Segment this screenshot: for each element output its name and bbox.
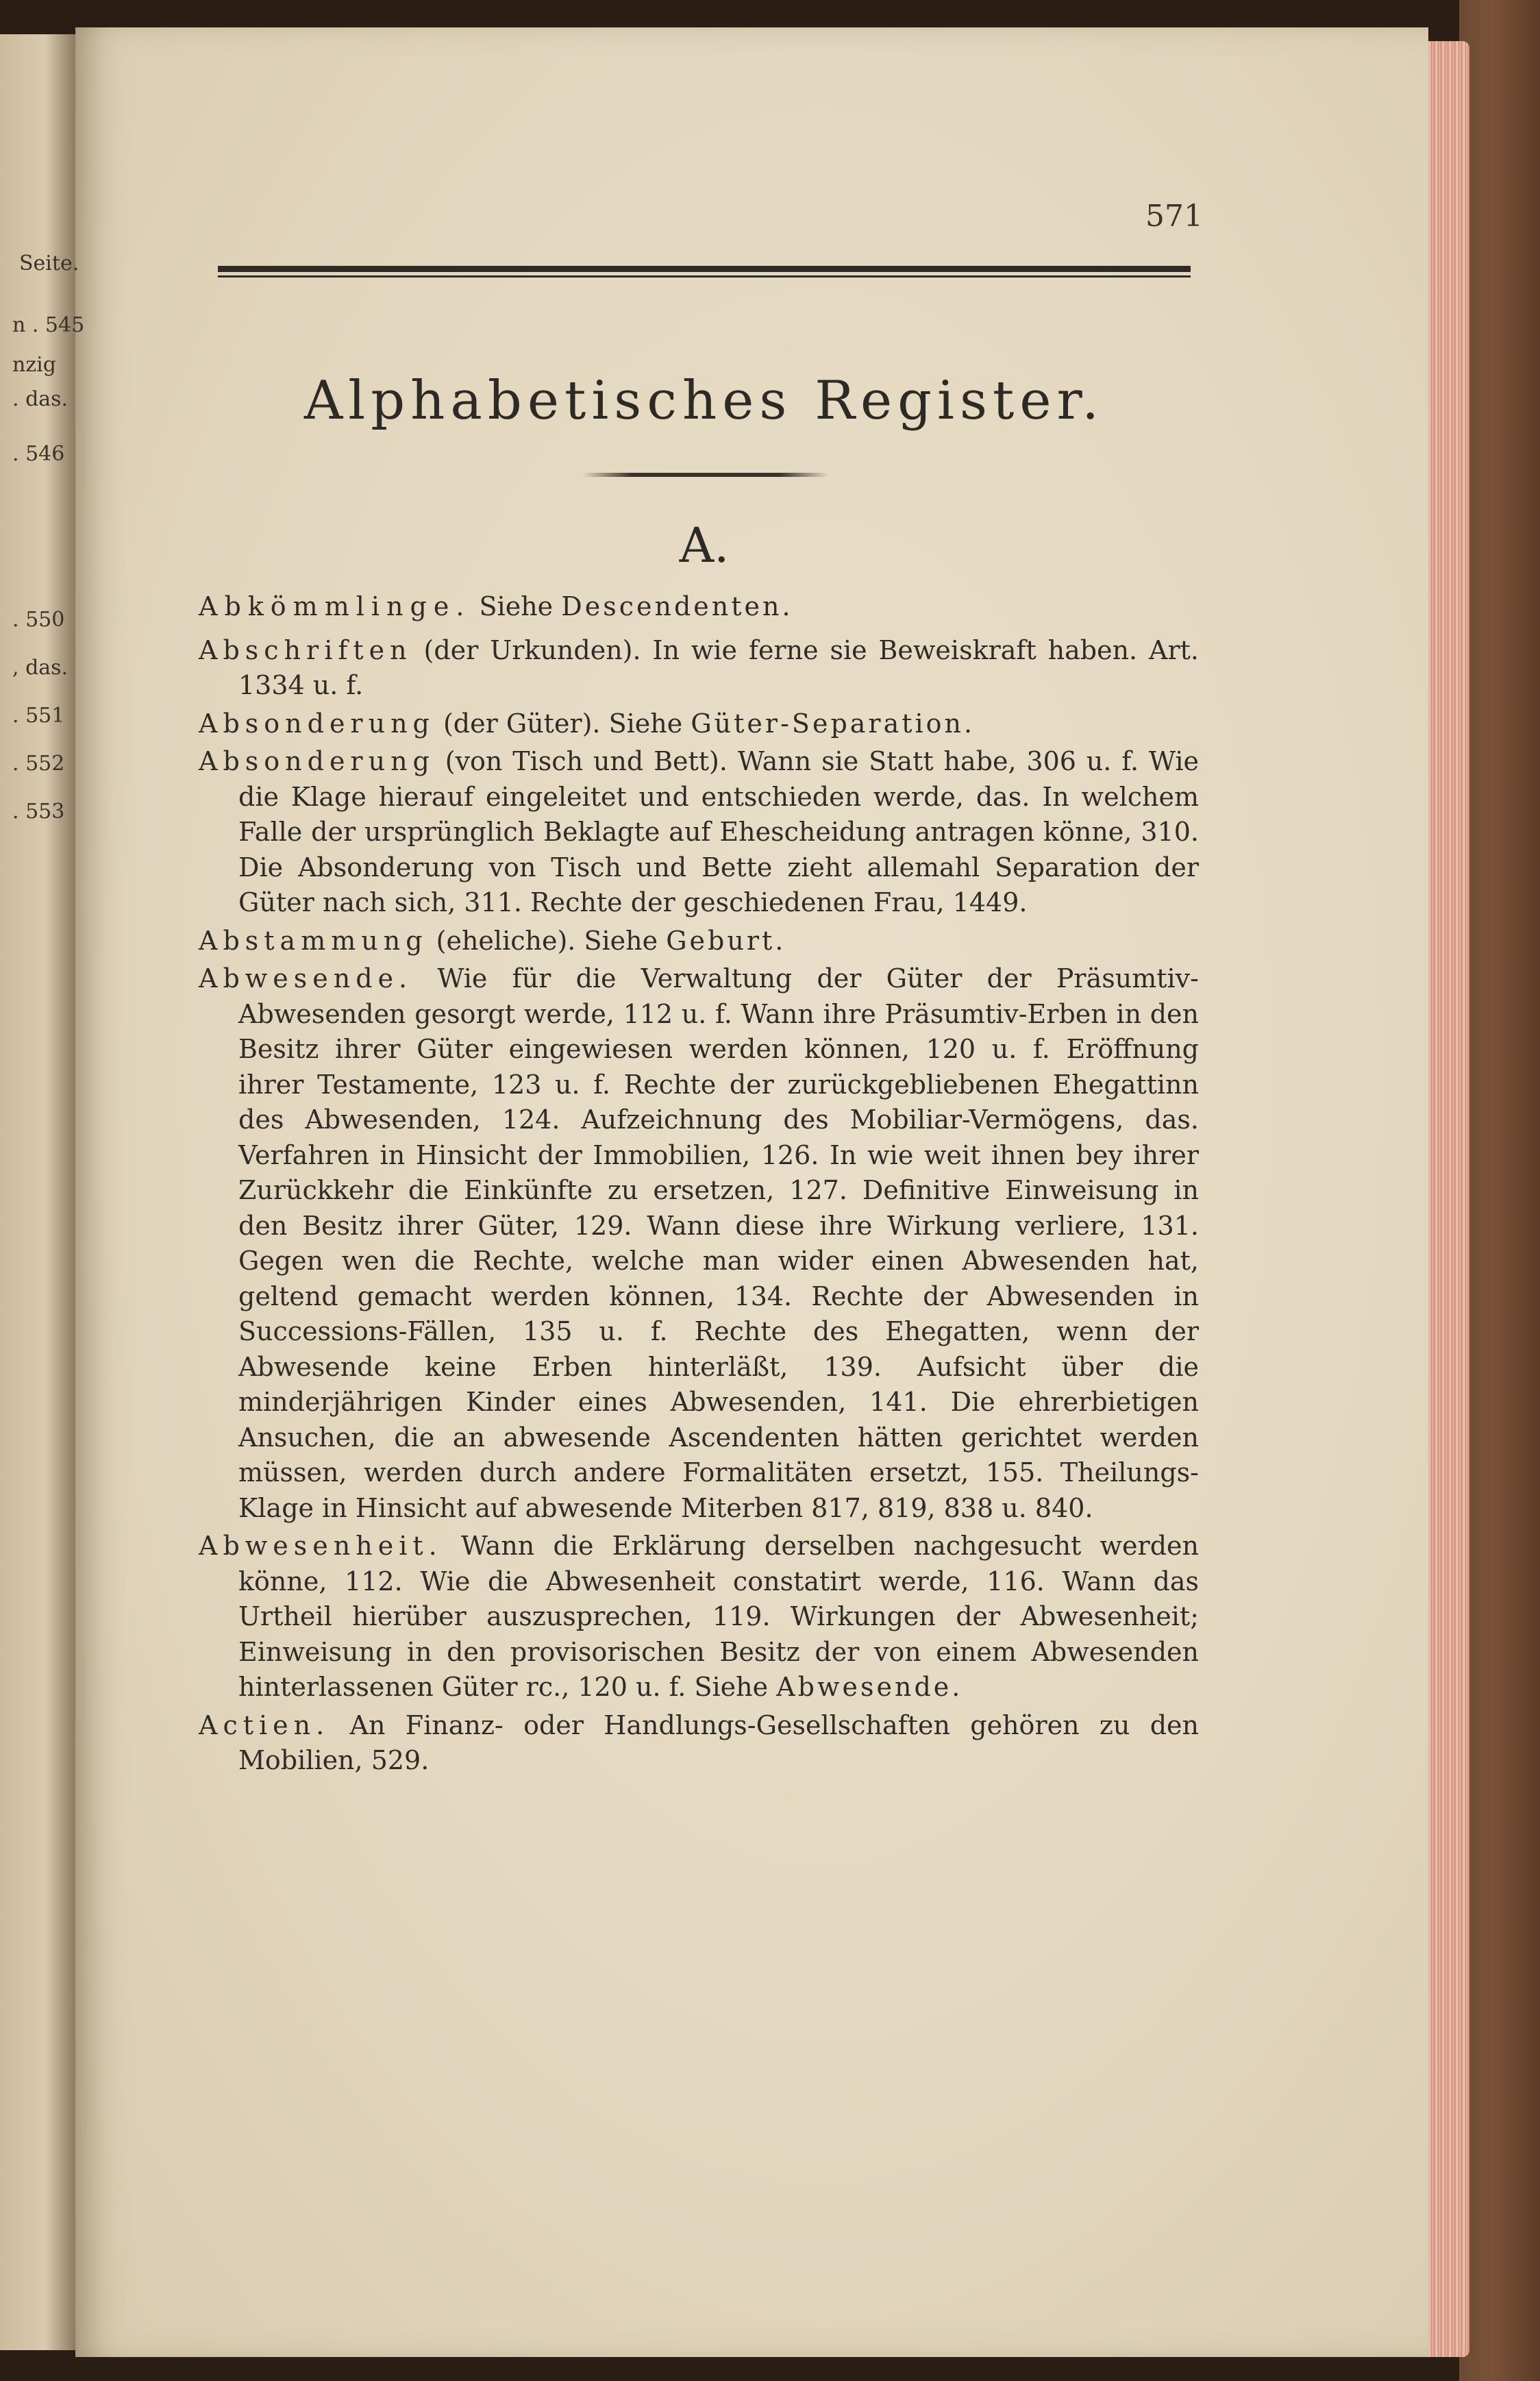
page-title: Alphabetisches Register.	[303, 370, 1105, 432]
entry-keyword: Absonderung	[199, 746, 435, 776]
entry-keyword: Abschriften	[199, 634, 412, 665]
title-rule	[582, 473, 829, 477]
register-entry	[199, 924, 1199, 959]
section-letter: A.	[679, 517, 730, 573]
entry-reference: Güter-Separation.	[691, 708, 976, 739]
entry-reference: Descendenten.	[561, 591, 793, 621]
entry-text: (der Güter). Siehe	[443, 708, 683, 739]
entry-keyword: Abwesende.	[199, 963, 413, 994]
left-fragment: . das.	[12, 387, 69, 411]
book-cover-edge	[1459, 0, 1540, 2381]
left-fragment: , das.	[12, 656, 69, 680]
left-fragment: . 553	[12, 800, 65, 824]
entry-text: Wann die Erklärung derselben nachgesucht werden könne, 112. Wie die Abwesenheit constatirt werde, 116. Wann das Urtheil hierüber auszusprechen, 119. Wirkungen der Abwesenheit; Einweisung in den provisorischen Besitz der von einem Abwesenden hinterlassenen Güter rc., 120 u. f. Siehe	[238, 1531, 1199, 1702]
entry-text: An Finanz- oder Handlungs-Gesellschaften gehören zu den Mobilien, 529.	[238, 1710, 1199, 1775]
left-fragment: . 551	[12, 704, 65, 728]
left-fragment: . 550	[12, 608, 65, 632]
left-fragment: n . 545	[12, 313, 85, 337]
register-entry	[199, 589, 1199, 625]
entry-keyword: Actien.	[199, 1710, 330, 1740]
left-fragment: Seite.	[19, 251, 79, 275]
register-entry	[199, 961, 1199, 1526]
entry-reference: Abwesende.	[776, 1672, 963, 1702]
entry-text: (der Urkunden). In wie ferne sie Beweiskraft haben. Art. 1334 u. f.	[238, 634, 1199, 700]
entry-text: (eheliche). Siehe	[436, 925, 658, 956]
left-fragment: . 546	[12, 442, 65, 466]
entry-keyword: Abkömmlinge.	[199, 591, 471, 621]
register-entry	[199, 1708, 1199, 1779]
entry-text: Siehe	[479, 591, 554, 621]
entry-keyword: Abwesenheit.	[199, 1531, 443, 1561]
previous-page-fragment	[0, 34, 75, 2350]
left-fragment: . 552	[12, 752, 65, 776]
register-entry	[199, 633, 1199, 704]
register-entry	[199, 706, 1199, 742]
register-entry	[199, 1529, 1199, 1705]
entry-reference: Geburt.	[666, 925, 786, 956]
header-rule	[218, 266, 1191, 277]
entry-text: Wie für die Verwaltung der Güter der Präsumtiv-Abwesenden gesorgt werde, 112 u. f. Wann ihre Präsumtiv-Erben in den Besitz ihrer Güter eingewiesen werden können, 120 u. f. Eröffnung ihrer Testamente, 123 u. f. Rechte der zurückgebliebenen Ehegattinn des Abwesenden, 124. Aufzeichnung des Mobiliar-Vermögens, das. Verfahren in Hinsicht der Immobilien, 126. In wie weit ihnen bey ihrer Zurückkehr die Einkünfte zu ersetzen, 127. Definitive Einweisung in den Besitz ihrer Güter, 129. Wann diese ihre Wirkung verliere, 131. Gegen wen die Rechte, welche man wider einen Abwesenden hat, geltend gemacht werden können, 134. Rechte der Abwesenden in Successions-Fällen, 135 u. f. Rechte des Ehegatten, wenn der Abwesende keine Erben hinterläßt, 139. Aufsicht über die minderjährigen Kinder eines Abwesenden, 141. Die ehrerbietigen Ansuchen, die an abwesende Ascendenten hätten gerichtet werden müssen, werden durch andere Formalitäten ersetzt, 155. Theilungs-Klage in Hinsicht auf abwesende Miterben 817, 819, 838 u. 840.	[238, 963, 1199, 1523]
entry-text: (von Tisch und Bett). Wann sie Statt habe, 306 u. f. Wie die Klage hierauf eingeleitet und entschieden werde, das. In welchem Falle der ursprünglich Beklagte auf Ehescheidung antragen könne, 310. Die Absonderung von Tisch und Bette zieht allemahl Separation der Güter nach sich, 311. Rechte der geschiedenen Frau, 1449.	[238, 746, 1199, 917]
register-entries	[199, 589, 1199, 1781]
entry-keyword: Absonderung	[199, 708, 435, 739]
page-number: 571	[1145, 199, 1203, 234]
register-entry	[199, 744, 1199, 921]
entry-keyword: Abstammung	[199, 925, 428, 956]
left-fragment: nzig	[12, 353, 56, 377]
